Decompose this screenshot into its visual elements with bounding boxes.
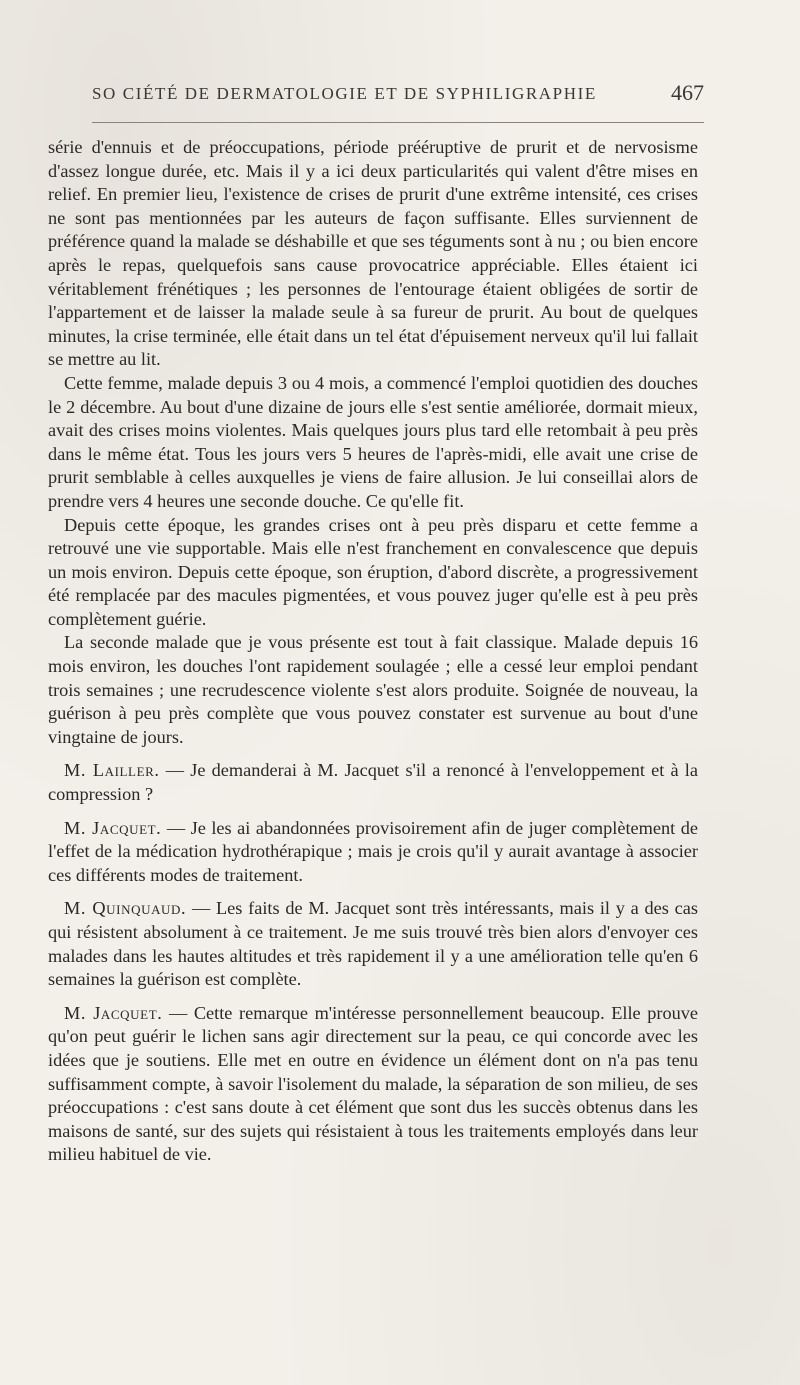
speaker-name: M. Lailler. [64,760,160,781]
paragraph-text: Cette femme, malade depuis 3 ou 4 mois, a commencé l'emploi quotidien des douches le 2 décembre. Au bout d'une dizaine de jours elle s'est sentie améliorée, dormait mieux, avait des crises moins violentes. Mais quelques jours plus tard elle retombait à peu près dans le même état. Tous les jours vers 5 heures de l'après-midi, elle avait une crise de prurit semblable à celles auxquelles je viens de faire allusion. Je lui conseillai alors de prendre vers 4 heures une seconde douche. Ce qu'elle fit. [48,372,698,511]
paragraph-text: — Cette remarque m'intéresse personnellement beaucoup. Elle prouve qu'on peut guérir le lichen sans agir directement sur la peau, ce qui concorde avec les idées que je soutiens. Elle met en outre en évidence un élément dont on n'a pas tenu suffisamment compte, à savoir l'isolement du malade, la séparation de son milieu, de ses préoccupations : c'est sans doute à cet élément que sont dus les succès obtenus dans les maisons de santé, sur des sujets qui résistaient à tous les traitements employés dans leur milieu habituel de vie. [48,1002,698,1165]
paragraph-text: — Les faits de M. Jacquet sont très intéressants, mais il y a des cas qui résistent absolument à ce traitement. Je me suis trouvé très bien alors d'envoyer ces malades dans les hautes altitudes et très rapidement il y a une amélioration telle qu'en 6 semaines la guérison est complète. [48,898,698,990]
header-rule [92,122,704,123]
paragraph [48,136,698,372]
paragraph [48,514,698,632]
speaker-paragraph [48,817,698,888]
speaker-paragraph [48,1002,698,1167]
speaker-name: M. Quinquaud. [64,898,187,919]
paragraph-text: La seconde malade que je vous présente est tout à fait classique. Malade depuis 16 mois environ, les douches l'ont rapidement soulagée ; elle a cessé leur emploi pendant trois semaines ; une recrudescence violente s'est alors produite. Soignée de nouveau, la guérison à peu près complète que vous pouvez constater est survenue au bout d'une vingtaine de jours. [48,632,698,747]
page-number: 467 [671,80,704,105]
paragraph-text: série d'ennuis et de préoccupations, période prééruptive de prurit et de nervosisme d'assez longue durée, etc. Mais il y a ici deux particularités qui valent d'être mises en relief. En premier lieu, l'existence de crises de prurit d'une extrême intensité, ces crises ne sont pas mentionnées par les auteurs de façon suffisante. Elles surviennent de préférence quand la malade se déshabille et que ses téguments sont à nu ; ou bien encore après le repas, quelquefois sans cause provocatrice appréciable. Elles étaient ici véritablement frénétiques ; les personnes de l'entourage étaient obligées de sortir de l'appartement et de laisser la malade seule à sa fureur de prurit. Au bout de quelques minutes, la crise terminée, elle était dans un tel état d'épuisement nerveux qu'il lui fallait se mettre au lit. [48,137,698,370]
paragraph-text: — Je demanderai à M. Jacquet s'il a renoncé à l'enveloppement et à la compression ? [48,760,698,805]
paragraph [48,372,698,514]
speaker-paragraph [48,897,698,991]
paragraph-text: — Je les ai abandonnées provisoirement afin de juger complètement de l'effet de la médication hydrothérapique ; mais je crois qu'il y aurait avantage à associer ces différents modes de traitement. [48,817,698,885]
paragraph-text: Depuis cette époque, les grandes crises ont à peu près disparu et cette femme a retrouvé une vie supportable. Mais elle n'est franchement en convalescence que depuis un mois environ. Depuis cette époque, son éruption, d'abord discrète, a progressivement été remplacée par des macules pigmentées, et vous pouvez juger qu'elle est à peu près complètement guérie. [48,514,698,629]
speaker-name: M. Jacquet. [64,1002,163,1023]
page-header [92,80,704,110]
running-title: SO CIÉTÉ DE DERMATOLOGIE ET DE SYPHILIGRAPHIE [92,84,597,103]
speaker-paragraph [48,759,698,806]
paragraph [48,631,698,749]
body-text [48,136,698,1167]
speaker-name: M. Jacquet. [64,817,162,838]
